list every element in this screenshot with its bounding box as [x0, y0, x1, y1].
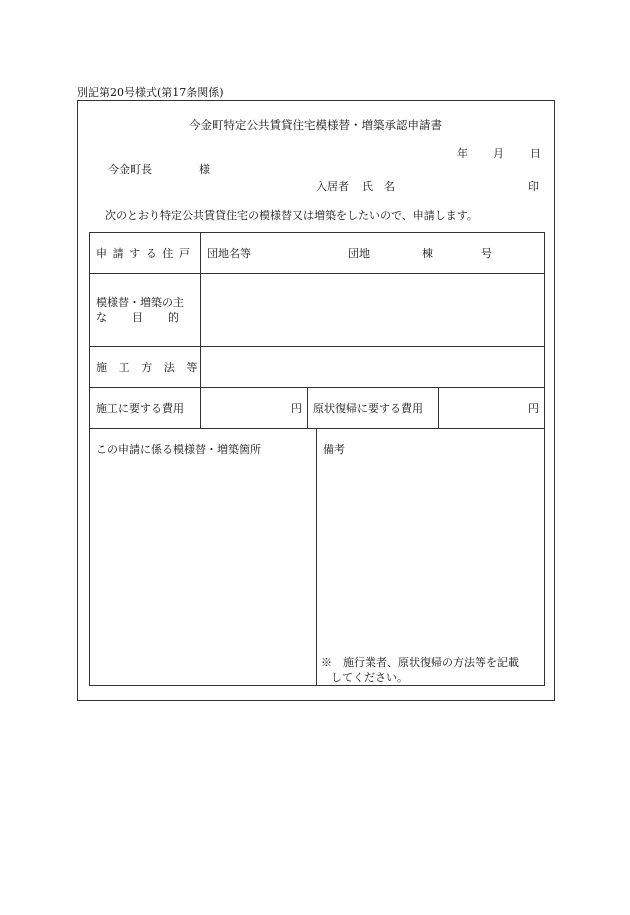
estate-name-label: 団地名等: [207, 247, 251, 260]
date-year: 年: [457, 147, 468, 160]
applicant-name-label: 氏 名: [362, 180, 395, 193]
room-number-label: 号: [481, 247, 492, 260]
building-label: 棟: [422, 247, 433, 260]
purpose-label-line1: 模様替・増築の主: [96, 296, 184, 309]
remarks-note-line2: してください。: [331, 671, 408, 684]
addressee-name: 今金町長: [108, 163, 152, 176]
applicant-label: 入居者: [316, 180, 349, 193]
restoration-cost-unit: 円: [528, 402, 539, 415]
row-label-unit: [96, 246, 194, 261]
remarks-label: 備考: [323, 443, 345, 456]
applicant-seal: 印: [528, 180, 539, 193]
modification-location-label: この申請に係る模様替・増築箇所: [96, 443, 261, 456]
purpose-label-line2: な目的: [96, 311, 204, 324]
unit-label: 申請する住戸: [96, 247, 196, 260]
remarks-note-line1: ※ 施行業者、原状復帰の方法等を記載: [321, 656, 519, 669]
construction-cost-label: 施工に要する費用: [96, 402, 184, 415]
date-day: 日: [530, 147, 541, 160]
application-table: [89, 232, 545, 686]
date-month: 月: [493, 147, 504, 160]
estate-label: 団地: [348, 247, 370, 260]
form-number: 別記第20号様式(第17条関係): [77, 86, 224, 99]
construction-method-label: 施工方法等: [96, 361, 209, 374]
addressee-honorific: 様: [199, 163, 210, 176]
restoration-cost-label: 原状復帰に要する費用: [313, 402, 423, 415]
construction-cost-unit: 円: [291, 402, 302, 415]
intro-text: 次のとおり特定公共賃貸住宅の模様替又は増築をしたいので、申請します。: [105, 209, 478, 222]
form-title: 今金町特定公共賃貸住宅模様替・増築承認申請書: [189, 118, 442, 132]
